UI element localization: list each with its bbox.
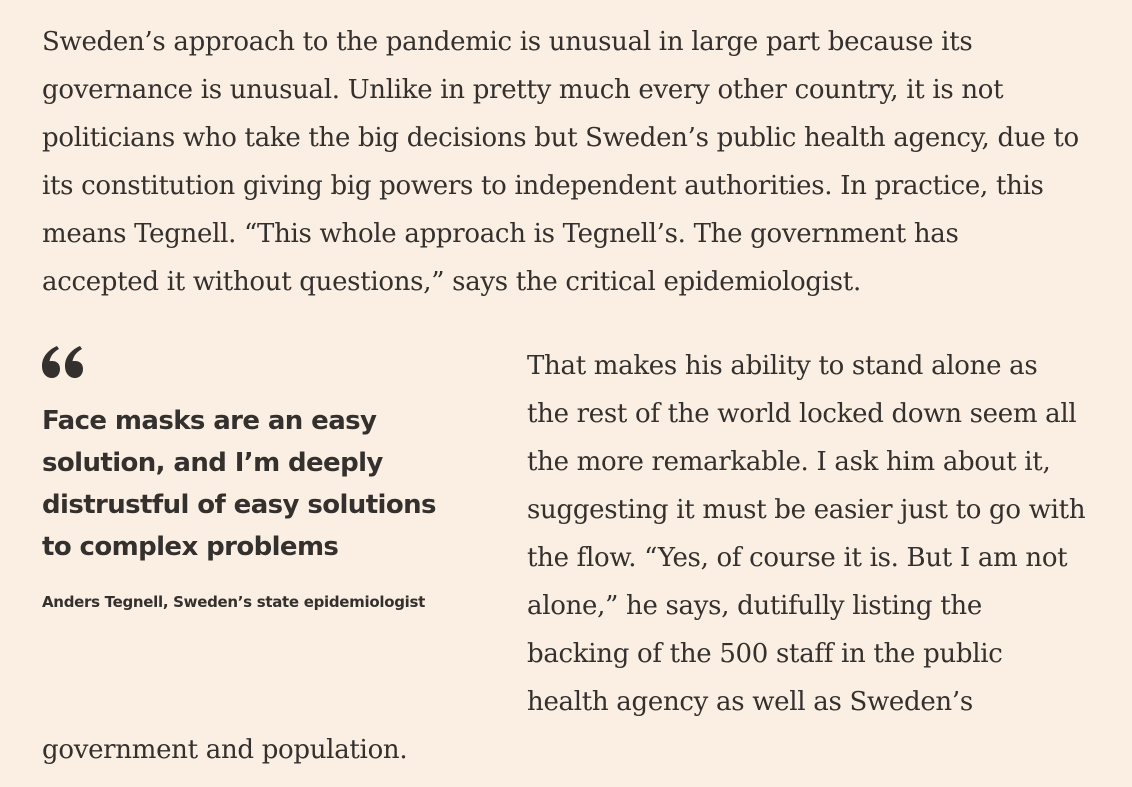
- paragraph-line: suggesting it must be easier just to go with: [527, 495, 1086, 525]
- paragraph-line: Sweden’s approach to the pandemic is unusual in large part because its: [42, 27, 973, 57]
- paragraph-line: backing of the 500 staff in the public: [527, 639, 1003, 669]
- paragraph-line: politicians who take the big decisions but Sweden’s public health agency, due to: [42, 123, 1079, 153]
- paragraph-line: That makes his ability to stand alone as: [527, 351, 1038, 381]
- pull-quote-line: solution, and I’m deeply: [42, 448, 383, 478]
- paragraph-line: the flow. “Yes, of course it is. But I am not: [527, 543, 1068, 573]
- paragraph-line: alone,” he says, dutifully listing the: [527, 591, 982, 621]
- paragraph-line: health agency as well as Sweden’s: [527, 687, 973, 717]
- paragraph-line: the rest of the world locked down seem all: [527, 399, 1077, 429]
- paragraph-line: its constitution giving big powers to independent authorities. In practice, this: [42, 171, 1044, 201]
- paragraph-line: means Tegnell. “This whole approach is Tegnell’s. The government has: [42, 219, 959, 249]
- pull-quote-attribution: Anders Tegnell, Sweden’s state epidemiologist: [42, 593, 425, 611]
- pull-quote-line: distrustful of easy solutions: [42, 490, 436, 520]
- quotation-marks-icon: [40, 342, 86, 382]
- paragraph-line: the more remarkable. I ask him about it,: [527, 447, 1051, 477]
- paragraph-line: government and population.: [42, 735, 408, 765]
- pull-quote-line: Face masks are an easy: [42, 406, 377, 436]
- paragraph-line: accepted it without questions,” says the critical epidemiologist.: [42, 267, 861, 297]
- pull-quote-line: to complex problems: [42, 532, 339, 562]
- paragraph-line: governance is unusual. Unlike in pretty much every other country, it is not: [42, 75, 1004, 105]
